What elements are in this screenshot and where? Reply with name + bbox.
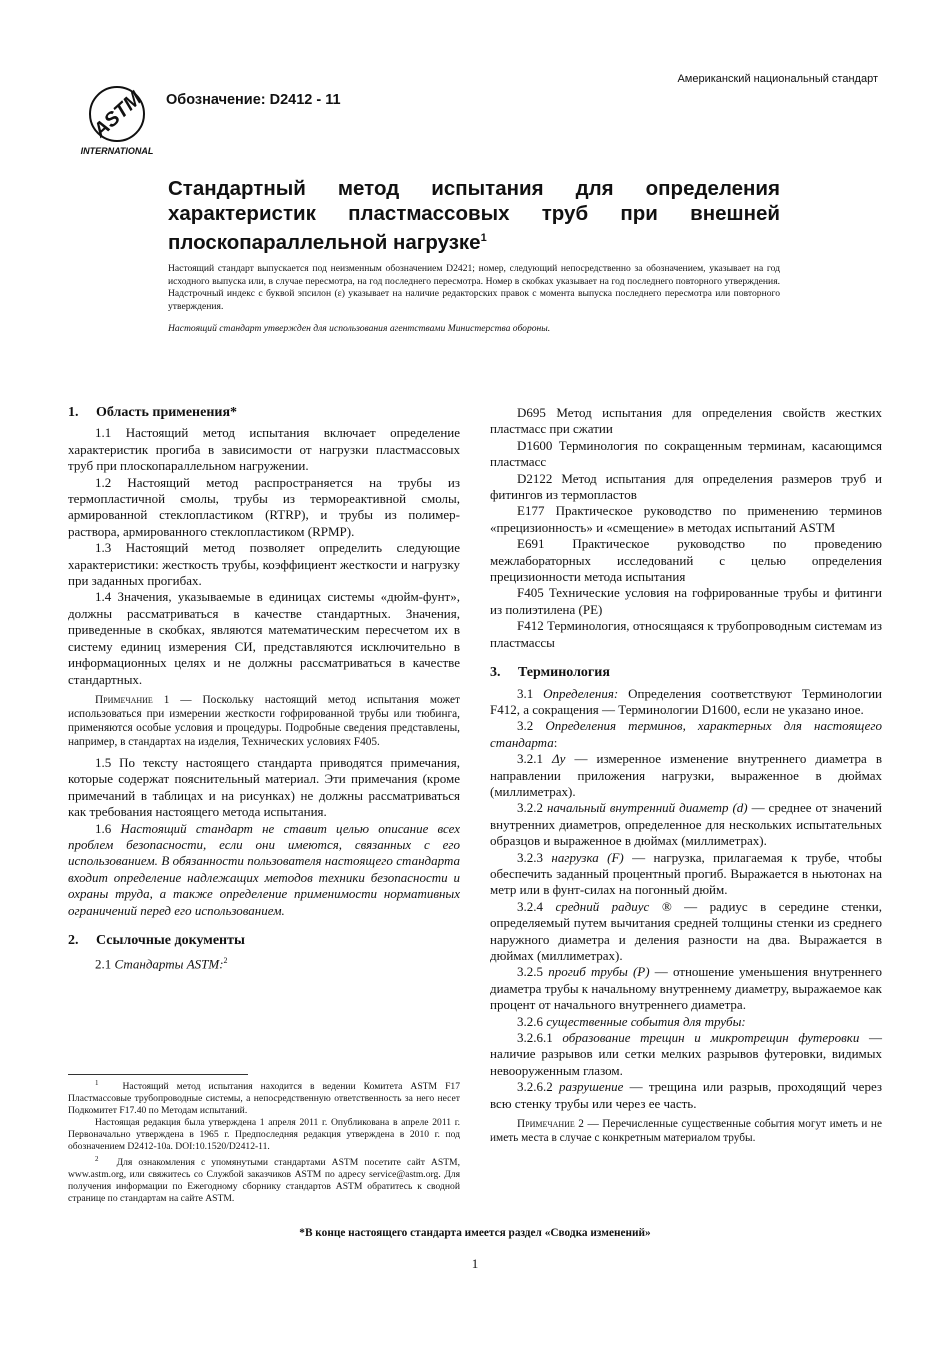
reference-item: D1600 Терминология по сокращенным терминам, касающимся пластмасс <box>490 437 882 470</box>
designation: Обозначение: D2412 - 11 <box>166 92 341 108</box>
paragraph-3-2 <box>490 718 882 751</box>
paragraph-3-2-tail: : <box>553 734 558 750</box>
paragraph-3-2-3-number: 3.2.3 <box>517 849 552 865</box>
paragraph-3-2-2 <box>490 800 882 849</box>
national-standard-label: Американский национальный стандарт <box>677 73 878 85</box>
paragraph-3-2-3-text: — нагрузка, прилагаемая к трубе, чтобы обеспечить заданный процентный прогиб. Выражается в ньютонах на метр или в фунт-силах на погонный дюйм. <box>490 849 882 898</box>
section-1-title: Область применения* <box>96 405 238 420</box>
defense-note: Настоящий стандарт утвержден для использования агентствами Министерства обороны. <box>168 323 551 334</box>
section-1-number: 1. <box>68 405 79 420</box>
section-2-title: Ссылочные документы <box>96 932 245 948</box>
note-2 <box>490 1117 882 1145</box>
paragraph-2-1-footnote-mark: 2 <box>223 956 228 966</box>
paragraph-3-2-1-number: 3.2.1 <box>517 751 553 767</box>
footnotes <box>68 1077 460 1205</box>
paragraph-1-4: 1.4 Значения, указываемые в единицах системы «дюйм-фунт», должны рассматриваться в качестве стандартных. Значения, приведенные в скобках, являются математическим пересчетом их в систему единиц измерения СИ, представляются исключительно в информационных целях и не должны рассматриваться в качестве стандартных. <box>68 589 460 687</box>
footnote-1 <box>68 1077 460 1117</box>
paragraph-3-2-2-text: — среднее от значений внутренних диаметров, определенное для нескольких испытательных образцов и выраженное в дюймах (миллиметрах). <box>490 800 882 849</box>
paragraph-3-2-4-number: 3.2.4 <box>517 898 556 914</box>
right-column <box>490 405 882 1151</box>
paragraph-1-6-number: 1.6 <box>95 820 121 836</box>
paragraph-3-1-text: Определения соответствуют Терминологии F412, а сокращения — Терминологии D1600, если не указано иное. <box>490 685 882 717</box>
note-2-label: Примечание 2 <box>517 1118 584 1131</box>
footnote-divider <box>68 1074 248 1075</box>
section-3-heading <box>490 665 882 681</box>
reference-item: D2122 Метод испытания для определения размеров труб и фитингов из термопластов <box>490 470 882 503</box>
paragraph-3-2-2-number: 3.2.2 <box>517 800 547 816</box>
paragraph-3-2-6-1-number: 3.2.6.1 <box>517 1030 563 1046</box>
paragraph-3-2-4-term: средний радиус ® <box>555 898 672 914</box>
note-2-text: — Перечисленные существенные события могут иметь и не иметь места в случае с конкретным материалом трубы. <box>490 1118 882 1145</box>
paragraph-3-2-6-2-term: разрушение <box>558 1079 624 1095</box>
paragraph-3-1-term: Определения: <box>543 685 619 701</box>
paragraph-1-3: 1.3 Настоящий метод позволяет определить следующие характеристики: жесткость трубы, коэффициент жесткости и нагрузку при заданных прогибах. <box>68 540 460 589</box>
title-text: Стандартный метод испытания для определения характеристик пластмассовых труб при внешней плоскопараллельной нагрузке <box>168 177 780 254</box>
paragraph-2-1 <box>68 953 460 973</box>
paragraph-3-2-6-2-number: 3.2.6.2 <box>517 1079 559 1095</box>
section-2-heading <box>68 933 460 949</box>
paragraph-3-2-3 <box>490 850 882 899</box>
paragraph-3-2-5 <box>490 964 882 1013</box>
astm-logo-text: ASTM <box>89 87 147 142</box>
paragraph-2-1-number: 2.1 <box>95 956 115 972</box>
paragraph-3-2-5-term: прогиб трубы (P) <box>548 964 650 980</box>
astm-logo-subtext: INTERNATIONAL <box>80 146 154 156</box>
reference-item: E177 Практическое руководство по применению терминов «прецизионность» и «смещение» в методах испытаний ASTM <box>490 503 882 535</box>
paragraph-3-2-6-term: существенные события для трубы: <box>546 1013 746 1029</box>
paragraph-3-2-5-number: 3.2.5 <box>517 964 549 980</box>
paragraph-3-2-5-text: — отношение уменьшения внутреннего диаметра трубы к начальному внутреннему диаметру, выражаемое как процент от начального внутреннего диаметра. <box>490 964 883 1013</box>
section-1-heading <box>68 405 460 421</box>
summary-of-changes-note: *В конце настоящего стандарта имеется раздел «Сводка изменений» <box>299 1227 651 1239</box>
page-number: 1 <box>471 1256 479 1271</box>
footnote-2-text: Для ознакомления с упомянутыми стандартами ASTM посетите сайт ASTM, www.astm.org, или свяжитесь со Службой заказчиков ASTM по адресу service@astm.org. Для получения информации по Ежегодному сборнику стандартов ASTM обратитесь к сводной странице по стандартам на сайте ASTM. <box>68 1157 460 1205</box>
paragraph-3-2-3-term: нагрузка (F) <box>551 849 624 865</box>
paragraph-3-2-1-text: — измеренное изменение внутреннего диаметра в направлении приложения нагрузки, выраженное в дюймах (миллиметрах). <box>490 751 882 799</box>
issuance-note: Настоящий стандарт выпускается под неизменным обозначением D2421; номер, следующий непосредственно за обозначением, указывает на год исходного выпуска или, в случае пересмотра, на год последнего пересмотра. Номер в скобках указывает на год последнего повторного утверждения. Надстрочный индекс с буквой эпсилон (ε) указывает на наличие редакторских правок с момента выпуска последнего пересмотра или повторного утверждения. <box>168 263 780 312</box>
reference-item: F412 Терминология, относящаяся к трубопроводным системам из пластмассы <box>490 618 882 650</box>
note-1 <box>68 693 460 749</box>
footnote-1-text: Настоящий метод испытания находится в ведении Комитета ASTM F17 Пластмассовые трубопроводные системы, а непосредственную ответственность за него несет Подкомитет F17.40 по Методам испытаний. <box>68 1081 460 1117</box>
paragraph-3-2-4 <box>490 899 882 965</box>
paragraph-1-6 <box>68 821 460 919</box>
paragraph-3-2-6 <box>490 1014 882 1030</box>
footnote-1-edition: Настоящая редакция была утверждена 1 апреля 2011 г. Опубликована в апреле 2011 г. Первоначально утверждена в 1965 г. Предпоследняя редакция утверждена в 2010 г. под обозначением D2412-10a. DOI:10.1520/D2412-11. <box>68 1117 460 1153</box>
footnote-2 <box>68 1153 460 1205</box>
reference-item: D695 Метод испытания для определения свойств жестких пластмасс при сжатии <box>490 405 882 437</box>
paragraph-3-2-6-1 <box>490 1030 882 1079</box>
paragraph-3-2-term: Определения терминов, характерных для настоящего стандарта <box>490 718 882 750</box>
paragraph-3-2-number: 3.2 <box>517 718 546 734</box>
paragraph-1-1: 1.1 Настоящий метод испытания включает определение характеристик прогиба в зависимости от нагрузки пластмассовых труб при плоскопараллельном нагружении. <box>68 425 460 474</box>
paragraph-3-2-1-term: Δy <box>552 751 566 767</box>
astm-logo <box>77 84 157 156</box>
section-2-number: 2. <box>68 932 79 948</box>
paragraph-3-2-2-term: начальный внутренний диаметр (d) <box>546 800 748 816</box>
paragraph-3-1-number: 3.1 <box>517 685 544 701</box>
paragraph-3-2-1 <box>490 751 882 800</box>
paragraph-3-2-6-2 <box>490 1079 882 1112</box>
paragraph-3-2-4-text: — радиус в середине стенки, определяемый путем вычитания средней толщины стенки из среднего наружного диаметра и деления разности на два. Выражается в дюймах (миллиметрах). <box>490 898 883 963</box>
note-1-text: — Поскольку настоящий метод испытания может использоваться при измерении жесткости гофрированной трубы или тюбинга, применяются особые условия и процедуры. Подробные сведения представлены, например, в стандартах на изделия, Технических условиях F405. <box>68 693 460 748</box>
paragraph-1-5: 1.5 По тексту настоящего стандарта приводятся примечания, которые содержат пояснительный материал. Эти примечания (кроме примечаний в таблицах и на рисунках) не должны рассматриваться как требования настоящего метода испытания. <box>68 754 460 820</box>
paragraph-1-6-text: Настоящий стандарт не ставит целью описание всех проблем безопасности, если они имеются, связанных с его использованием. В обязанности пользователя настоящего стандарта входит определение надлежащих методов техники безопасности и охраны труда, а также определение применимости нормативных ограничений перед его использованием. <box>68 820 460 918</box>
section-3-number: 3. <box>490 665 501 681</box>
footnote-2-mark: 2 <box>95 1155 99 1164</box>
paragraph-3-2-6-1-term: образование трещин и микротрещин футеровки <box>562 1030 860 1046</box>
paragraph-3-2-6-number: 3.2.6 <box>517 1013 547 1029</box>
left-column <box>68 405 460 973</box>
footnote-1-mark: 1 <box>95 1079 99 1087</box>
paragraph-3-1 <box>490 686 882 719</box>
reference-item: F405 Технические условия на гофрированные трубы и фитинги из полиэтилена (PE) <box>490 585 882 617</box>
note-1-label: Примечание 1 <box>95 693 170 706</box>
document-title <box>168 176 780 255</box>
title-footnote-mark: 1 <box>480 232 487 244</box>
section-3-title: Терминология <box>518 665 610 681</box>
paragraph-1-2: 1.2 Настоящий метод распространяется на трубы из термопластичной смолы, трубы из термореактивной смолы, армированной стеклопластиком (RTRP), и трубы из полимер-раствора, армированного стеклопластиком (RPMP). <box>68 474 460 539</box>
reference-item: E691 Практическое руководство по проведению межлабораторных исследований с целью определения прецизионности метода испытания <box>490 536 882 585</box>
paragraph-3-2-6-2-text: — трещина или разрыв, проходящий через всю стенку трубы или через ее часть. <box>490 1079 883 1111</box>
paragraph-2-1-text: Стандарты ASTM: <box>114 956 224 972</box>
paragraph-3-2-6-1-text: — наличие разрывов или сетки мелких разрывов футеровки, видимых невооруженным глазом. <box>490 1030 882 1078</box>
